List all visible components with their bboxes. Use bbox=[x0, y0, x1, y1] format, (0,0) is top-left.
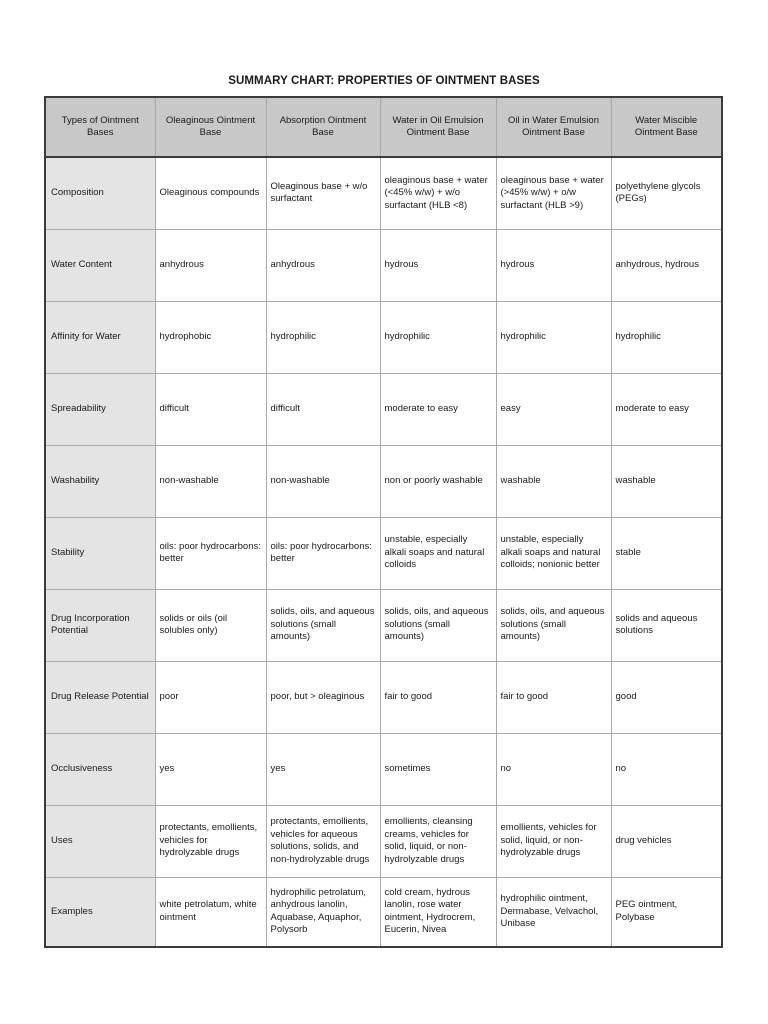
table-cell: washable bbox=[496, 445, 611, 517]
table-row bbox=[45, 229, 722, 301]
table-cell: emollients, cleansing creams, vehicles for solid, liquid, or non-hydrolyzable drugs bbox=[380, 805, 496, 877]
table-cell: sometimes bbox=[380, 733, 496, 805]
table-row bbox=[45, 373, 722, 445]
table-cell: solids, oils, and aqueous solutions (small amounts) bbox=[266, 589, 380, 661]
header-oleaginous: Oleaginous Ointment Base bbox=[155, 97, 266, 157]
row-label: Occlusiveness bbox=[45, 733, 155, 805]
table-cell: anhydrous bbox=[155, 229, 266, 301]
table-row bbox=[45, 661, 722, 733]
row-label: Spreadability bbox=[45, 373, 155, 445]
header-row bbox=[45, 97, 722, 157]
table-cell: no bbox=[496, 733, 611, 805]
table-cell: non-washable bbox=[266, 445, 380, 517]
table-cell: unstable, especially alkali soaps and natural colloids bbox=[380, 517, 496, 589]
table-cell: protectants, emollients, vehicles for hydrolyzable drugs bbox=[155, 805, 266, 877]
table-cell: polyethylene glycols (PEGs) bbox=[611, 157, 722, 229]
table-cell: moderate to easy bbox=[380, 373, 496, 445]
table-cell: anhydrous bbox=[266, 229, 380, 301]
table-cell: oleaginous base + water (>45% w/w) + o/w surfactant (HLB >9) bbox=[496, 157, 611, 229]
table-cell: moderate to easy bbox=[611, 373, 722, 445]
table-cell: solids or oils (oil solubles only) bbox=[155, 589, 266, 661]
table-cell: easy bbox=[496, 373, 611, 445]
table-cell: hydrous bbox=[380, 229, 496, 301]
table-cell: difficult bbox=[266, 373, 380, 445]
table-cell: hydrophobic bbox=[155, 301, 266, 373]
table-cell: difficult bbox=[155, 373, 266, 445]
ointment-bases-table bbox=[44, 96, 723, 948]
table-cell: drug vehicles bbox=[611, 805, 722, 877]
table-cell: solids, oils, and aqueous solutions (small amounts) bbox=[496, 589, 611, 661]
table-cell: poor, but > oleaginous bbox=[266, 661, 380, 733]
table-cell: yes bbox=[155, 733, 266, 805]
table-cell: unstable, especially alkali soaps and natural colloids; nonionic better bbox=[496, 517, 611, 589]
table-cell: no bbox=[611, 733, 722, 805]
table-row bbox=[45, 805, 722, 877]
table-cell: hydrophilic petrolatum, anhydrous lanolin, Aquabase, Aquaphor, Polysorb bbox=[266, 877, 380, 947]
table-row bbox=[45, 157, 722, 229]
table-cell: hydrophilic bbox=[611, 301, 722, 373]
row-label: Affinity for Water bbox=[45, 301, 155, 373]
page-title: SUMMARY CHART: PROPERTIES OF OINTMENT BASES bbox=[228, 75, 540, 87]
table-cell: Oleaginous base + w/o surfactant bbox=[266, 157, 380, 229]
table-cell: non-washable bbox=[155, 445, 266, 517]
table-cell: fair to good bbox=[380, 661, 496, 733]
table-cell: washable bbox=[611, 445, 722, 517]
table-cell: white petrolatum, white ointment bbox=[155, 877, 266, 947]
table-cell: anhydrous, hydrous bbox=[611, 229, 722, 301]
table-cell: hydrophilic ointment, Dermabase, Velvachol, Unibase bbox=[496, 877, 611, 947]
table-row bbox=[45, 517, 722, 589]
table-cell: hydrophilic bbox=[266, 301, 380, 373]
table-cell: hydrous bbox=[496, 229, 611, 301]
table-row bbox=[45, 301, 722, 373]
table-row bbox=[45, 445, 722, 517]
row-label: Uses bbox=[45, 805, 155, 877]
table-cell: yes bbox=[266, 733, 380, 805]
table-cell: hydrophilic bbox=[496, 301, 611, 373]
table-row bbox=[45, 589, 722, 661]
table-cell: non or poorly washable bbox=[380, 445, 496, 517]
table-cell: protectants, emollients, vehicles for aqueous solutions, solids, and non-hydrolyzable drugs bbox=[266, 805, 380, 877]
header-water-in-oil: Water in Oil Emulsion Ointment Base bbox=[380, 97, 496, 157]
table-cell: stable bbox=[611, 517, 722, 589]
table-cell: cold cream, hydrous lanolin, rose water ointment, Hydrocrem, Eucerin, Nivea bbox=[380, 877, 496, 947]
table-cell: poor bbox=[155, 661, 266, 733]
row-label: Drug Incorporation Potential bbox=[45, 589, 155, 661]
header-absorption: Absorption Ointment Base bbox=[266, 97, 380, 157]
row-label: Water Content bbox=[45, 229, 155, 301]
table-cell: oils: poor hydrocarbons: better bbox=[155, 517, 266, 589]
table-cell: oleaginous base + water (<45% w/w) + w/o surfactant (HLB <8) bbox=[380, 157, 496, 229]
table-row bbox=[45, 877, 722, 947]
row-label: Drug Release Potential bbox=[45, 661, 155, 733]
table-cell: PEG ointment, Polybase bbox=[611, 877, 722, 947]
row-label: Stability bbox=[45, 517, 155, 589]
table-row bbox=[45, 733, 722, 805]
header-water-miscible: Water Miscible Ointment Base bbox=[611, 97, 722, 157]
header-types: Types of Ointment Bases bbox=[45, 97, 155, 157]
row-label: Washability bbox=[45, 445, 155, 517]
table-cell: solids, oils, and aqueous solutions (small amounts) bbox=[380, 589, 496, 661]
row-label: Examples bbox=[45, 877, 155, 947]
table-cell: solids and aqueous solutions bbox=[611, 589, 722, 661]
table-cell: emollients, vehicles for solid, liquid, or non-hydrolyzable drugs bbox=[496, 805, 611, 877]
row-label: Composition bbox=[45, 157, 155, 229]
table-cell: oils: poor hydrocarbons: better bbox=[266, 517, 380, 589]
header-oil-in-water: Oil in Water Emulsion Ointment Base bbox=[496, 97, 611, 157]
table-cell: fair to good bbox=[496, 661, 611, 733]
table-cell: Oleaginous compounds bbox=[155, 157, 266, 229]
table-cell: good bbox=[611, 661, 722, 733]
table-cell: hydrophilic bbox=[380, 301, 496, 373]
